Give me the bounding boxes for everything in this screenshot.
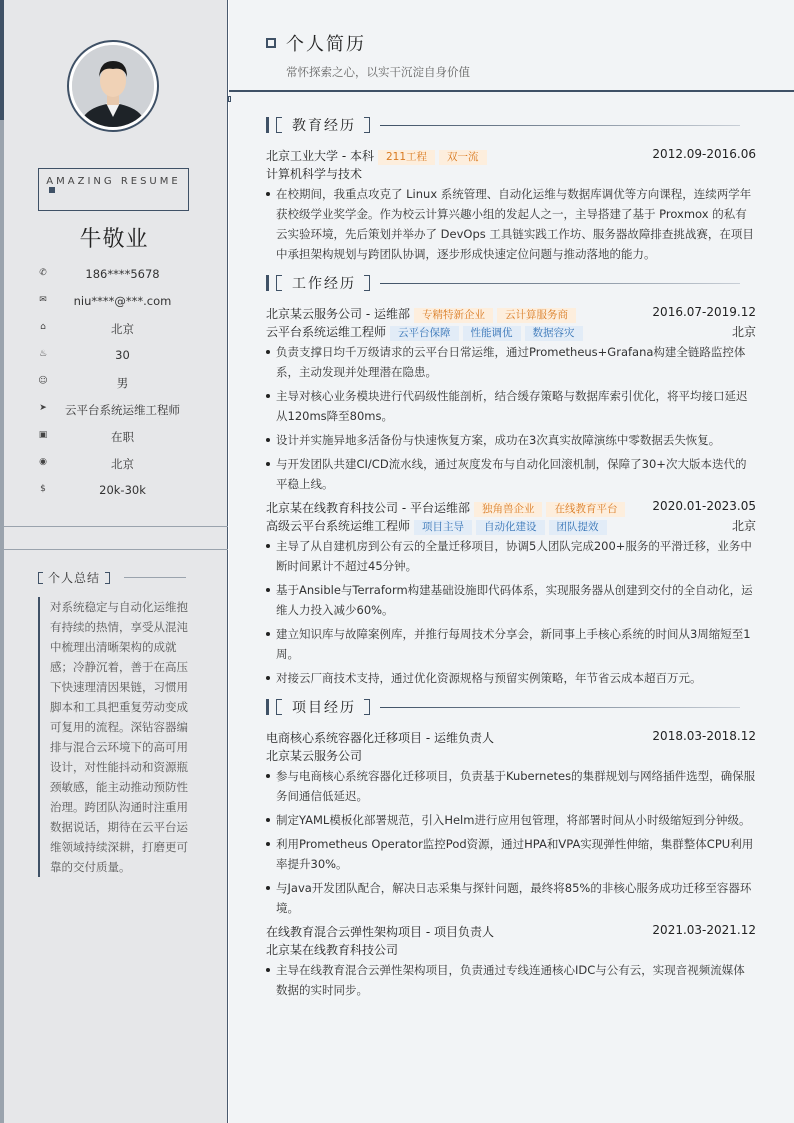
job-entry <box>266 498 756 688</box>
divider <box>4 526 228 527</box>
briefcase-icon: ▣ <box>38 430 48 440</box>
list-item: 在校期间，我重点攻克了 Linux 系统管理、自动化运维与数据库调优等方向课程，连续两学年获校级学业奖学金。作为校云计算兴趣小组的发起人之一，主导搭建了基于 Proxmox 的私有云实验环境，先后策划并举办了 DevOps 工具链实践工作坊、服务器故障排查挑战赛，在项目中承担架构规划与跨团队协调，逐步形成快速定位问题与推动落地的能力。 <box>266 184 756 264</box>
role-tag: 性能调优 <box>463 326 521 341</box>
project-bullets <box>266 766 756 918</box>
job-company-row <box>266 498 756 516</box>
heading-bar-icon <box>266 699 269 715</box>
info-value: 30 <box>115 348 130 362</box>
project-name: 电商核心系统容器化迁移项目 - 运维负责人 <box>266 731 494 745</box>
money-icon: $ <box>40 484 46 494</box>
heading-line <box>380 283 740 284</box>
section-heading <box>266 272 756 294</box>
project-name: 在线教育混合云弹性架构项目 - 项目负责人 <box>266 925 494 939</box>
summary-heading <box>38 569 110 586</box>
info-row <box>38 424 193 451</box>
info-row <box>38 478 193 505</box>
project-company: 北京某云服务公司 <box>266 749 363 763</box>
work-section <box>266 272 756 688</box>
heading-bar-icon <box>266 117 269 133</box>
info-row <box>38 343 193 370</box>
person-icon <box>72 45 154 127</box>
page-subtitle: 常怀探索之心，以实干沉淀自身价值 <box>286 65 470 79</box>
role-tag: 云平台保障 <box>390 326 459 341</box>
summary-title: 个人总结 <box>48 571 101 585</box>
project-name-row <box>266 922 756 940</box>
section-title: 项目经历 <box>292 700 356 716</box>
job-role-row <box>266 516 756 534</box>
company-tag: 专精特新企业 <box>414 308 493 323</box>
decor-mark <box>228 96 231 102</box>
info-row <box>38 397 193 424</box>
section-title: 教育经历 <box>292 118 356 134</box>
job-entry <box>266 304 756 494</box>
mail-icon: ✉ <box>39 295 47 305</box>
heading-line <box>380 707 740 708</box>
list-item: 建立知识库与故障案例库，并推行每周技术分享会，新同事上手核心系统的时间从3周缩短至1周。 <box>266 624 756 664</box>
section-heading <box>266 114 756 136</box>
list-item: 与Java开发团队配合，解决日志采集与探针问题，最终将85%的非核心服务成功迁移至容器环境。 <box>266 878 756 918</box>
date-range: 2018.03-2018.12 <box>652 729 756 743</box>
info-value: 云平台系统运维工程师 <box>65 403 180 417</box>
list-item: 对接云厂商技术支持，通过优化资源规格与预留实例策略，年节省云成本超百万元。 <box>266 668 756 688</box>
info-row <box>38 370 193 397</box>
list-item: 利用Prometheus Operator监控Pod资源，通过HPA和VPA实现弹性伸缩，集群整体CPU利用率提升30%。 <box>266 834 756 874</box>
job-title: 高级云平台系统运维工程师 <box>266 519 411 533</box>
list-item: 主导了从自建机房到公有云的全量迁移项目，协调5人团队完成200+服务的平滑迁移，业务中断时间累计不超过45分钟。 <box>266 536 756 576</box>
major: 计算机科学与技术 <box>266 167 363 181</box>
info-value: 男 <box>116 376 129 390</box>
info-row <box>38 289 193 316</box>
avatar <box>67 40 159 132</box>
project-company-row <box>266 746 756 764</box>
bracket-right-icon <box>364 117 370 133</box>
job-company-row <box>266 304 756 322</box>
avatar-photo <box>72 45 154 127</box>
project-name-row <box>266 728 756 746</box>
job-city: 北京 <box>731 325 756 339</box>
project-entry <box>266 728 756 918</box>
company-line <box>266 305 576 323</box>
role-line <box>266 517 607 535</box>
info-value: 北京 <box>111 322 134 336</box>
role-tag: 项目主导 <box>414 520 472 535</box>
list-item: 参与电商核心系统容器化迁移项目，负责基于Kubernetes的集群规划与网络插件选型，确保服务间通信低延迟。 <box>266 766 756 806</box>
heading-line <box>380 125 740 126</box>
job-role-row <box>266 322 756 340</box>
section-title: 工作经历 <box>292 276 356 292</box>
info-value: 20k-30k <box>99 483 146 497</box>
bracket-right-icon <box>364 275 370 291</box>
info-value: 在职 <box>111 430 134 444</box>
candidate-name: 牛敬业 <box>79 227 149 252</box>
company-tag: 云计算服务商 <box>497 308 576 323</box>
info-row <box>38 316 193 343</box>
sidebar <box>0 0 228 1123</box>
list-item: 与开发团队共建CI/CD流水线，通过灰度发布与自动化回滚机制，保障了30+次大版本迭代的平稳上线。 <box>266 454 756 494</box>
education-row <box>266 146 756 164</box>
role-tag: 团队提效 <box>549 520 607 535</box>
title-square-icon <box>266 38 276 48</box>
badge-square-icon <box>49 187 55 193</box>
project-company-row <box>266 940 756 958</box>
summary-heading-line <box>124 577 186 578</box>
project-company: 北京某在线教育科技公司 <box>266 943 399 957</box>
bracket-right-icon <box>105 572 110 584</box>
project-bullets <box>266 960 756 1000</box>
projects-section <box>266 696 756 1000</box>
cake-icon: ♨ <box>38 349 48 359</box>
home-icon: ⌂ <box>40 322 46 332</box>
major-row <box>266 164 756 182</box>
school-tag: 双一流 <box>439 150 487 165</box>
job-bullets <box>266 536 756 688</box>
amazing-resume-badge <box>38 168 189 211</box>
bracket-left-icon <box>276 699 282 715</box>
date-range: 2021.03-2021.12 <box>652 923 756 937</box>
date-range: 2020.01-2023.05 <box>652 499 756 513</box>
send-icon: ➤ <box>39 403 47 413</box>
school-tag: 211工程 <box>378 150 435 165</box>
project-entry <box>266 922 756 1000</box>
education-section <box>266 114 756 264</box>
main-content <box>229 0 794 1123</box>
bracket-left-icon <box>276 275 282 291</box>
project-list <box>266 728 756 1000</box>
badge-text: AMAZING RESUME <box>46 176 181 187</box>
info-row <box>38 451 193 478</box>
list-item: 负责支撑日均千万级请求的云平台日常运维，通过Prometheus+Grafana构建全链路监控体系，主动发现并处理潜在隐患。 <box>266 342 756 382</box>
company-line <box>266 499 625 517</box>
date-range: 2012.09-2016.06 <box>652 147 756 161</box>
list-item: 制定YAML模板化部署规范，引入Helm进行应用包管理，将部署时间从小时级缩短到分钟级。 <box>266 810 756 830</box>
heading-bar-icon <box>266 275 269 291</box>
education-bullets <box>266 184 756 264</box>
info-row <box>38 262 193 289</box>
date-range: 2016.07-2019.12 <box>652 305 756 319</box>
location-icon: ◉ <box>39 457 47 467</box>
sidebar-accent-bar <box>0 0 4 120</box>
section-heading <box>266 696 756 718</box>
company-tag: 独角兽企业 <box>474 502 543 517</box>
page-title: 个人简历 <box>286 34 366 55</box>
bracket-right-icon <box>364 699 370 715</box>
company-name: 北京某云服务公司 - 运维部 <box>266 307 410 321</box>
role-tag: 自动化建设 <box>476 520 545 535</box>
school-name: 北京工业大学 - 本科 <box>266 149 374 163</box>
list-item: 设计并实施异地多活备份与快速恢复方案，成功在3次真实故障演练中零数据丢失恢复。 <box>266 430 756 450</box>
bracket-left-icon <box>38 572 43 584</box>
summary-text: 对系统稳定与自动化运维抱有持续的热情，享受从混沌中梳理出清晰架构的成就感；冷静沉着，善于在高压下快速理清因果链，习惯用脚本和工具把重复劳动变成可复用的流程。深钻容器编排与混合云环境下的高可用设计，对性能抖动和资源瓶颈敏感，能主动推动预防性治理。跨团队沟通时注重用数据说话，期待在云平台运维领域持续深耕，打磨更可靠的交付质量。 <box>38 597 188 877</box>
job-bullets <box>266 342 756 494</box>
job-list <box>266 304 756 688</box>
face-icon: ☺ <box>38 376 48 386</box>
role-line <box>266 323 583 341</box>
header <box>229 0 794 92</box>
list-item: 主导对核心业务模块进行代码级性能剖析，结合缓存策略与数据库索引优化，将平均接口延迟从120ms降至80ms。 <box>266 386 756 426</box>
phone-icon: ✆ <box>39 268 47 278</box>
bracket-left-icon <box>276 117 282 133</box>
info-value: 186****5678 <box>85 267 160 281</box>
role-tag: 数据容灾 <box>525 326 583 341</box>
info-value: niu****@***.com <box>73 294 172 308</box>
list-item: 主导在线教育混合云弹性架构项目，负责通过专线连通核心IDC与公有云，实现音视频流媒体数据的实时同步。 <box>266 960 756 1000</box>
contact-info-list <box>38 262 193 505</box>
info-value: 北京 <box>111 457 134 471</box>
company-name: 北京某在线教育科技公司 - 平台运维部 <box>266 501 470 515</box>
resume-sections <box>266 114 756 1008</box>
sidebar-accent-bar-lower <box>0 120 4 1123</box>
job-title: 云平台系统运维工程师 <box>266 325 387 339</box>
list-item: 基于Ansible与Terraform构建基础设施即代码体系，实现服务器从创建到交付的全自动化，运维人力投入减少60%。 <box>266 580 756 620</box>
job-city: 北京 <box>731 519 756 533</box>
divider <box>4 549 228 550</box>
company-tag: 在线教育平台 <box>546 502 625 517</box>
